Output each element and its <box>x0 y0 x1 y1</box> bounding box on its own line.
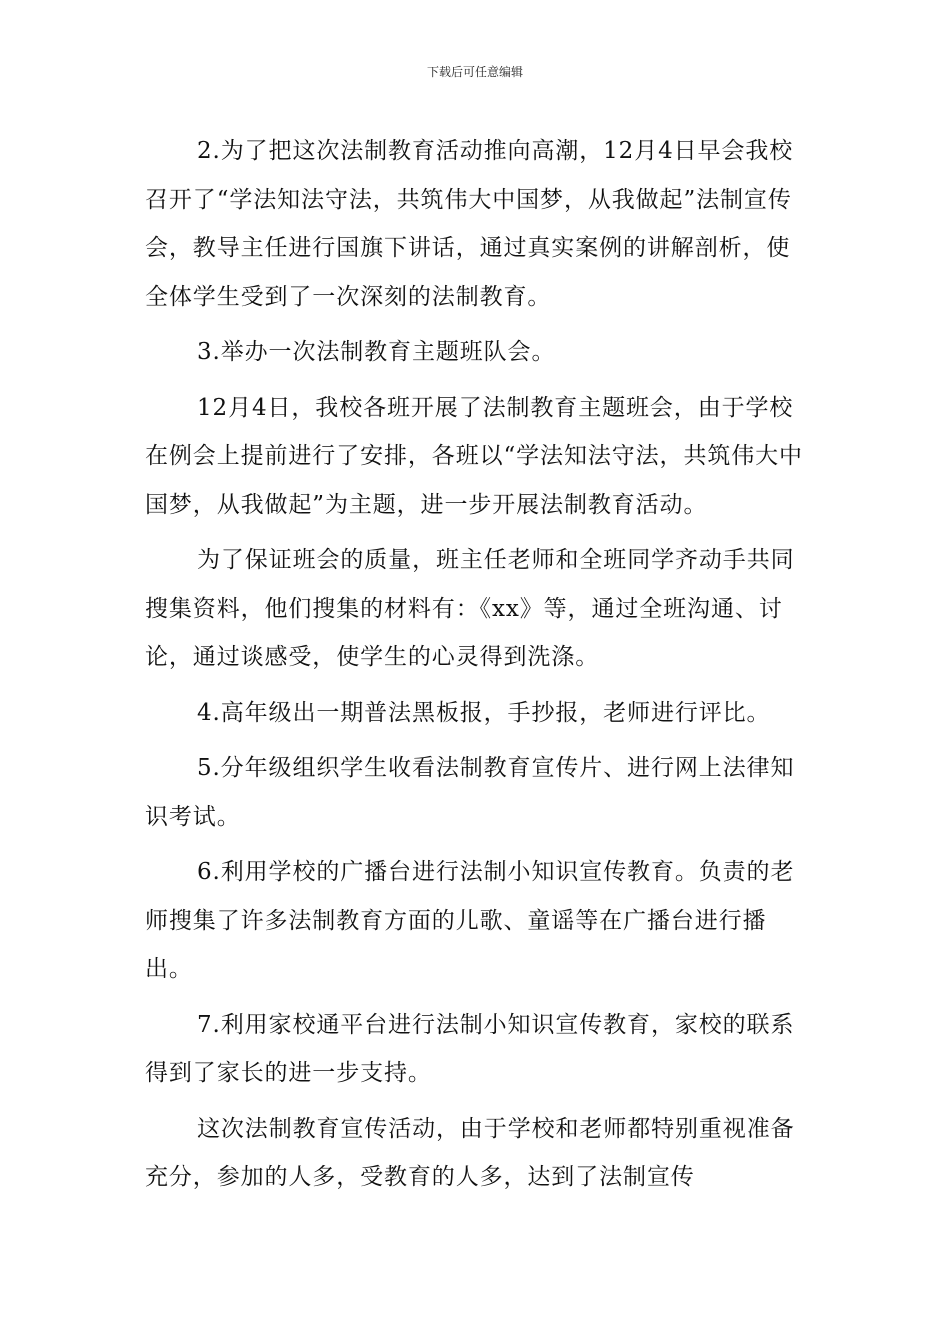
paragraph-item-7: 7.利用家校通平台进行法制小知识宣传教育，家校的联系得到了家长的进一步支持。 <box>145 1011 795 1086</box>
document-body <box>145 127 809 1209</box>
paragraph-class-meeting-date: 12月4日，我校各班开展了法制教育主题班会，由于学校在例会上提前进行了安排，各班以“学法知法守法，共筑伟大中国梦，从我做起”为主题，进一步开展法制教育活动。 <box>145 394 803 518</box>
paragraph-summary: 这次法制教育宣传活动，由于学校和老师都特别重视准备充分，参加的人多，受教育的人多，达到了法制宣传 <box>145 1115 795 1190</box>
paragraph-item-6: 6.利用学校的广播台进行法制小知识宣传教育。负责的老师搜集了许多法制教育方面的儿歌、童谣等在广播台进行播出。 <box>145 859 795 982</box>
paragraph-item-2: 2.为了把这次法制教育活动推向高潮，12月4日早会我校召开了“学法知法守法，共筑伟大中国梦，从我做起”法制宣传会，教导主任进行国旗下讲话，通过真实案例的讲解剖析，使全体学生受到了一次深刻的法制教育。 <box>145 138 794 310</box>
paragraph-class-meeting-quality: 为了保证班会的质量，班主任老师和全班同学齐动手共同搜集资料，他们搜集的材料有：《xx》等，通过全班沟通、讨论，通过谈感受，使学生的心灵得到洗涤。 <box>145 547 795 670</box>
paragraph-item-5: 5.分年级组织学生收看法制教育宣传片、进行网上法律知识考试。 <box>145 755 795 830</box>
paragraph-item-3: 3.举办一次法制教育主题班队会。 <box>197 339 556 365</box>
page-header-watermark: 下载后可任意编辑 <box>426 65 523 79</box>
paragraph-item-4: 4.高年级出一期普法黑板报，手抄报，老师进行评比。 <box>197 699 771 726</box>
